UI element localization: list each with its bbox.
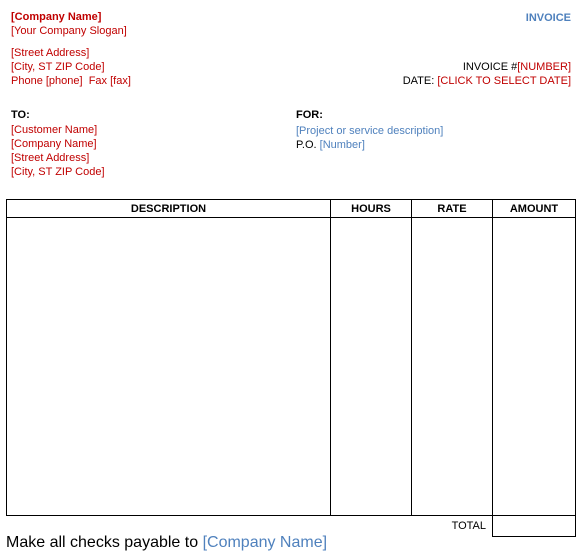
header-amount: AMOUNT [493,200,576,218]
company-name[interactable]: [Company Name] [11,11,102,23]
po-line [296,138,365,152]
for-description[interactable]: [Project or service description] [296,125,444,137]
invoice-date-line [403,74,571,88]
company-slogan[interactable]: [Your Company Slogan] [11,25,127,37]
rate-cell[interactable] [412,218,493,516]
table-header-row [7,200,576,218]
table-row [7,218,576,516]
invoice-number[interactable]: [NUMBER] [517,61,571,73]
header-rate: RATE [412,200,493,218]
company-phone-fax-line [11,74,131,88]
description-cell[interactable] [7,218,331,516]
header-description: DESCRIPTION [7,200,331,218]
footer-company-name[interactable]: [Company Name] [202,534,328,551]
footer-checks-text: Make all checks payable to [6,534,199,551]
company-street[interactable]: [Street Address] [11,47,90,59]
hours-cell[interactable] [331,218,412,516]
po-number[interactable]: [Number] [319,139,365,151]
to-street[interactable]: [Street Address] [11,152,90,164]
invoice-title: INVOICE [525,12,571,24]
total-label: TOTAL [451,520,486,533]
to-customer-name[interactable]: [Customer Name] [11,124,98,136]
footer-checks-line [6,533,327,553]
to-label: TO: [11,109,30,121]
po-label: P.O. [296,139,317,151]
invoice-number-label: INVOICE # [462,61,518,73]
fax-prefix: Fax [88,75,108,87]
total-value-cell[interactable] [493,516,576,537]
to-company-name[interactable]: [Company Name] [11,138,97,150]
company-fax[interactable]: [fax] [110,75,131,87]
amount-cell[interactable] [493,218,576,516]
company-city-state-zip[interactable]: [City, ST ZIP Code] [11,61,105,73]
to-city-state-zip[interactable]: [City, ST ZIP Code] [11,166,105,178]
header-hours: HOURS [331,200,412,218]
company-phone[interactable]: [phone] [45,75,83,87]
line-items-table [6,199,576,537]
phone-prefix: Phone [11,75,43,87]
invoice-date-label: DATE: [402,75,435,87]
invoice-date-picker[interactable]: [CLICK TO SELECT DATE] [437,75,571,87]
for-label: FOR: [296,109,323,121]
invoice-number-line [463,60,571,74]
